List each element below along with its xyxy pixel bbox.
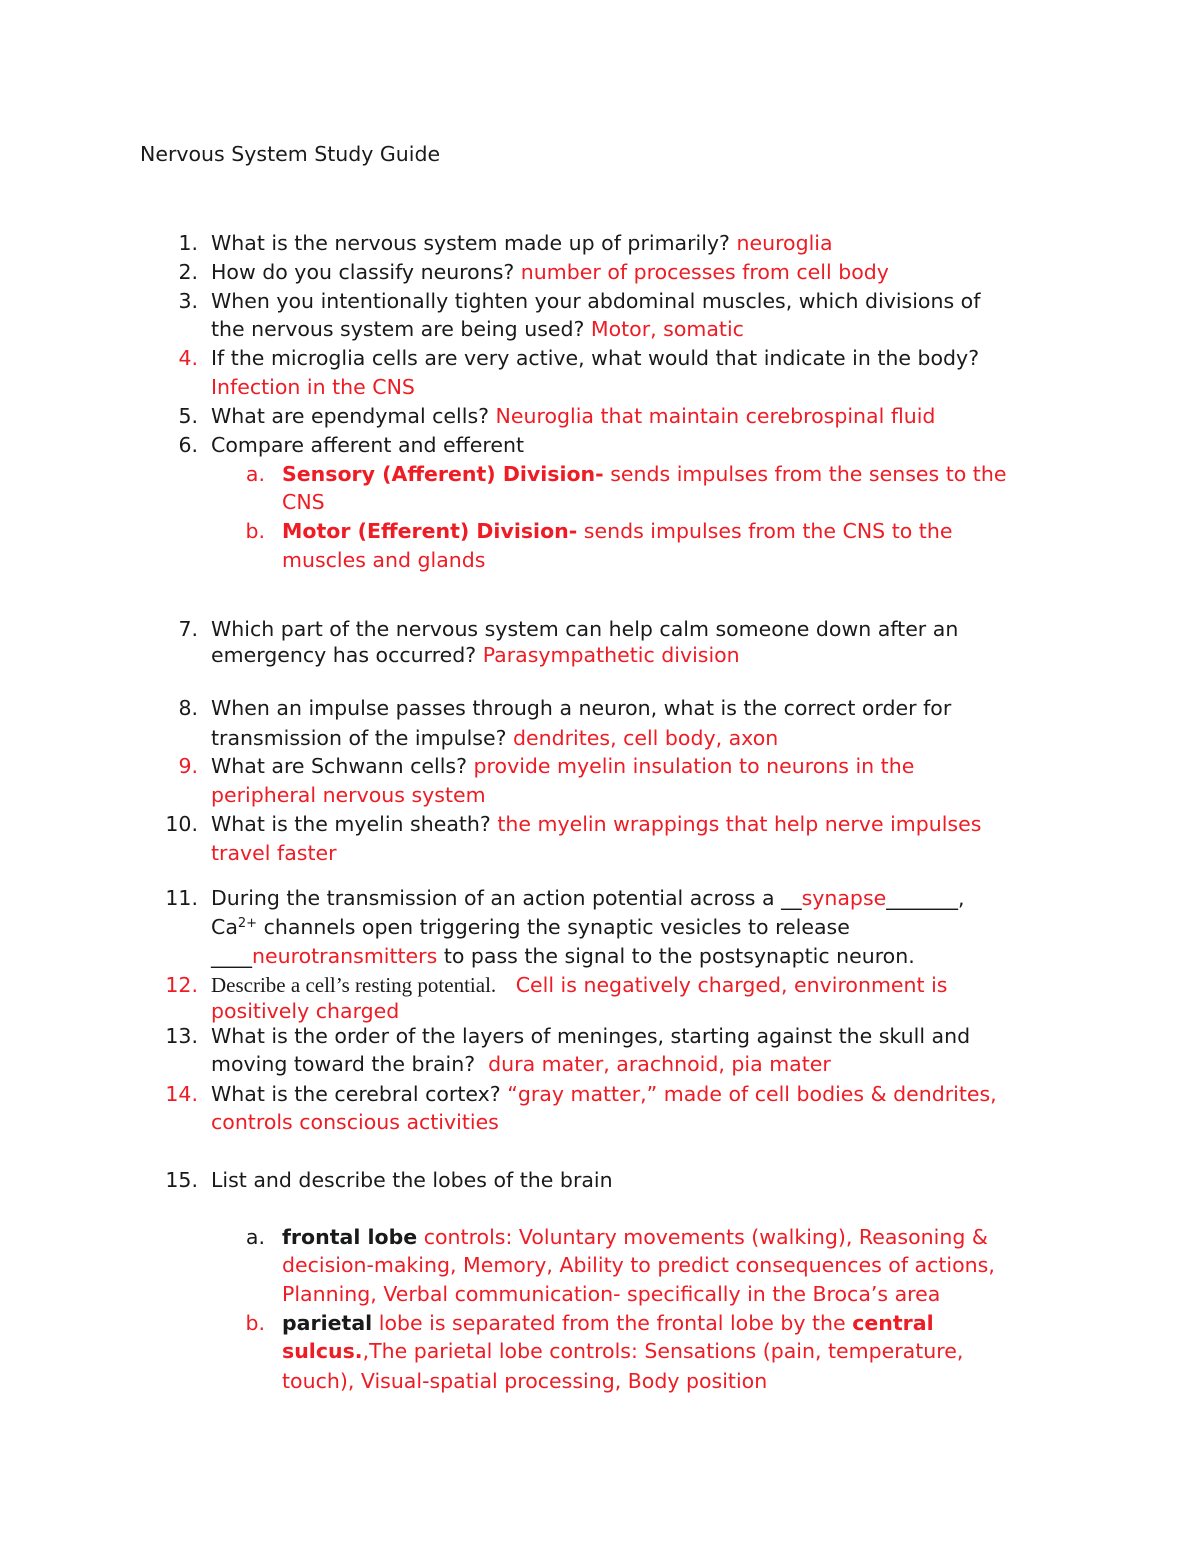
- question-number: 8.: [178, 696, 198, 720]
- question-number: 14.: [165, 1082, 198, 1106]
- question-13-line-2: moving toward the brain? dura mater, arachnoid, pia mater: [211, 1052, 831, 1076]
- sub-item-label: b.: [245, 519, 265, 543]
- answer: neuroglia: [736, 231, 833, 255]
- question-8-line-2: transmission of the impulse? dendrites, cell body, axon: [211, 726, 779, 750]
- lobe-a-line-2: decision-making, Memory, Ability to predict consequences of actions,: [282, 1253, 995, 1277]
- lobe-b-line-3: touch), Visual-spatial processing, Body position: [282, 1369, 768, 1393]
- sub-item-a-line-1: Sensory (Afferent) Division- sends impulses from the senses to the: [282, 462, 1007, 486]
- answer: number of processes from cell body: [520, 260, 889, 284]
- answer: positively charged: [211, 999, 400, 1023]
- question-number: 2.: [178, 260, 198, 284]
- question-5: What are ependymal cells? Neuroglia that maintain cerebrospinal fluid: [211, 404, 936, 428]
- sub-item-label: a.: [245, 462, 265, 486]
- answer: Cell is negatively charged, environment is: [515, 973, 948, 997]
- question-number: 6.: [178, 433, 198, 457]
- question-3-line-1: When you intentionally tighten your abdominal muscles, which divisions of: [211, 289, 981, 313]
- question-number: 11.: [165, 886, 198, 910]
- question-11-line-2: $Ca^{2+}$ channels open triggering the synaptic vesicles to release: [211, 915, 850, 939]
- answer: neurotransmitters: [252, 944, 438, 968]
- answer: dendrites, cell body, axon: [512, 726, 779, 750]
- answer: Motor, somatic: [590, 317, 744, 341]
- question-number: 9.: [178, 754, 198, 778]
- question-7-line-2: emergency has occurred? Parasympathetic division: [211, 643, 740, 667]
- answer: travel faster: [211, 841, 337, 865]
- answer: provide myelin insulation to neurons in the: [473, 754, 915, 778]
- question-number: 13.: [165, 1024, 198, 1048]
- lobe-b-line-1: parietal lobe is separated from the frontal lobe by the central: [282, 1311, 934, 1335]
- sub-item-label: b.: [245, 1311, 265, 1335]
- lobe-b-line-2: sulcus.,The parietal lobe controls: Sensations (pain, temperature,: [282, 1339, 964, 1363]
- question-11-line-1: During the transmission of an action potential across a __synapse_______,: [211, 886, 965, 910]
- answer: Neuroglia that maintain cerebrospinal fluid: [495, 404, 936, 428]
- answer: Parasympathetic division: [482, 643, 740, 667]
- question-13-line-1: What is the order of the layers of meninges, starting against the skull and: [211, 1024, 971, 1048]
- answer: peripheral nervous system: [211, 783, 486, 807]
- sub-item-b-line-1: Motor (Efferent) Division- sends impulses from the CNS to the: [282, 519, 953, 543]
- question-number: 15.: [165, 1168, 198, 1192]
- question-number: 5.: [178, 404, 198, 428]
- question-2: How do you classify neurons? number of processes from cell body: [211, 260, 889, 284]
- question-12-line-1: Describe a cell’s resting potential. Cell is negatively charged, environment is: [211, 973, 948, 997]
- question-number: 4.: [178, 346, 198, 370]
- question-number: 3.: [178, 289, 198, 313]
- question-14-line-1: What is the cerebral cortex? “gray matter,” made of cell bodies & dendrites,: [211, 1082, 997, 1106]
- answer: controls conscious activities: [211, 1110, 499, 1134]
- question-10-line-1: What is the myelin sheath? the myelin wrappings that help nerve impulses: [211, 812, 982, 836]
- page-title: Nervous System Study Guide: [140, 142, 441, 166]
- question-number: 7.: [178, 617, 198, 641]
- answer: the myelin wrappings that help nerve impulses: [497, 812, 982, 836]
- question-6: Compare afferent and efferent: [211, 433, 524, 457]
- question-number: 12.: [165, 973, 198, 997]
- question-8-line-1: When an impulse passes through a neuron, what is the correct order for: [211, 696, 952, 720]
- lobe-a-line-1: frontal lobe controls: Voluntary movements (walking), Reasoning &: [282, 1225, 988, 1249]
- question-7-line-1: Which part of the nervous system can help calm someone down after an: [211, 617, 959, 641]
- lobe-a-line-3: Planning, Verbal communication- specifically in the Broca’s area: [282, 1282, 941, 1306]
- sub-item-label: a.: [245, 1225, 265, 1249]
- question-number: 1.: [178, 231, 198, 255]
- sub-item-a-line-2: CNS: [282, 490, 325, 514]
- answer: “gray matter,” made of cell bodies & dendrites,: [507, 1082, 997, 1106]
- question-11-line-3: ____neurotransmitters to pass the signal to the postsynaptic neuron.: [211, 944, 915, 968]
- question-9-line-1: What are Schwann cells? provide myelin insulation to neurons in the: [211, 754, 915, 778]
- question-number: 10.: [165, 812, 198, 836]
- question-3-line-2: the nervous system are being used? Motor, somatic: [211, 317, 744, 341]
- answer: Infection in the CNS: [211, 375, 415, 399]
- answer: dura mater, arachnoid, pia mater: [488, 1052, 831, 1076]
- sub-item-b-line-2: muscles and glands: [282, 548, 486, 572]
- answer: synapse: [801, 886, 887, 910]
- question-15: List and describe the lobes of the brain: [211, 1168, 613, 1192]
- question-4: If the microglia cells are very active, what would that indicate in the body?: [211, 346, 980, 370]
- question-1: What is the nervous system made up of primarily? neuroglia: [211, 231, 833, 255]
